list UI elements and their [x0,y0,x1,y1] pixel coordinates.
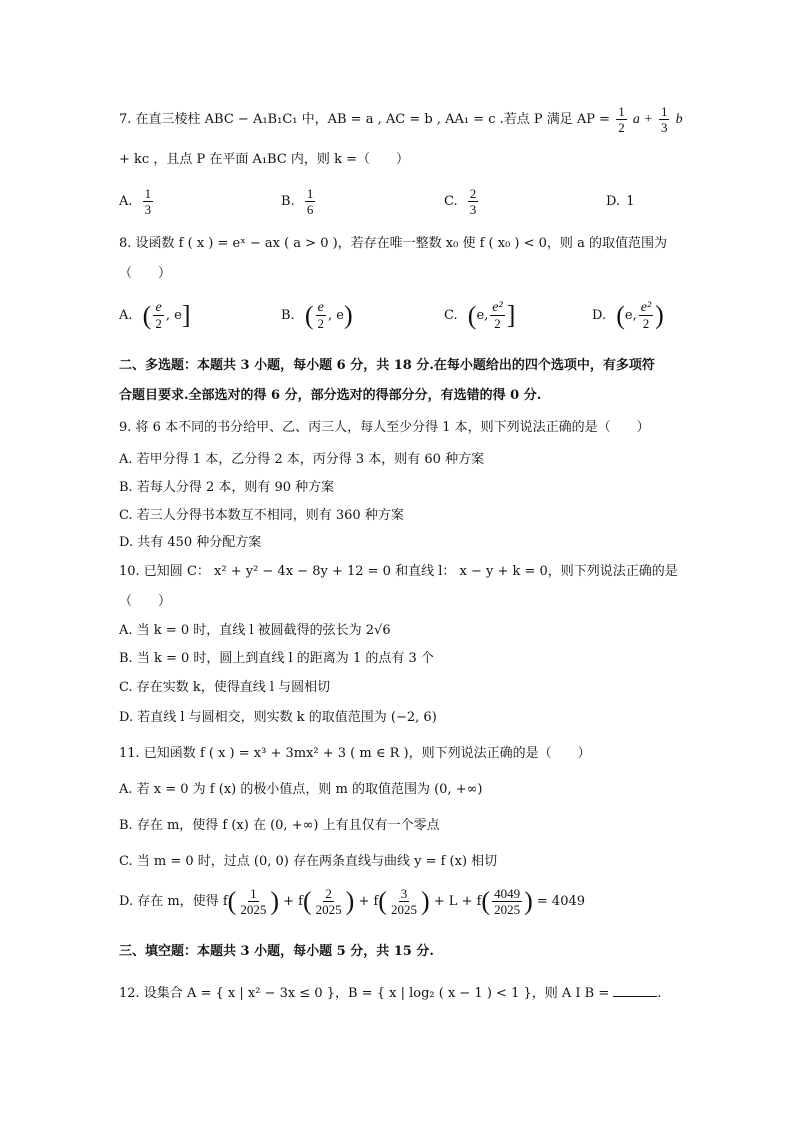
section2-note: 合题目要求.全部选对的得 6 分，部分选对的得部分分，有选错的得 0 分. [119,388,542,403]
q7-stem: 7. 在直三棱柱 ABC − A₁B₁C₁ 中，AB = a , AC = b , AA₁ = c .若点 P 满足 AP = [119,112,611,127]
q8-option-d: D. (e, $\frac{\text{e²}}{2}$ ) [592,300,664,331]
q11-option-c: C. 当 m = 0 时，过点 (0, 0) 存在两条直线与曲线 y = f (x) 相切 [119,854,498,869]
answer-blank [613,982,657,997]
q11-stem: 11. 已知函数 f ( x ) = x³ + 3mx² + 3 ( m ∈ R )，则下列说法正确的是（ ） [119,746,591,761]
q11-option-b: B. 存在 m，使得 f (x) 在 (0, +∞) 上有且仅有一个零点 [119,818,440,833]
q8-option-b: B. ( $\frac{e}{2}$ , e) [281,300,353,331]
q8-line1: 8. 设函数 f ( x ) = eˣ − ax ( a > 0 )，若存在唯一整数 x₀ 使 f ( x₀ ) < 0，则 a 的取值范围为 [119,236,667,251]
q9-option-d: D. 共有 450 种分配方案 [119,535,262,550]
q10-option-b: B. 当 k = 0 时，圆上到直线 l 的距离为 1 的点有 3 个 [119,651,434,666]
q8-option-a: A. ( $\frac{e}{2}$ , e] [119,300,191,331]
q10-option-d: D. 若直线 l 与圆相交，则实数 k 的取值范围为 (−2, 6) [119,710,437,725]
q9-option-c: C. 若三人分得书本数互不相同，则有 360 种方案 [119,508,404,523]
q7-line2: + kc ，且点 P 在平面 A₁BC 内，则 k =（ ） [119,152,409,167]
q7-fraction-half: $\frac{1}{2}$ [618,104,625,135]
section2-heading: 二、多选题：本题共 3 小题，每小题 6 分，共 18 分.在每小题给出的四个选项中，有多项符 [119,358,655,373]
q8-line2: （ ） [119,266,172,281]
section3-heading: 三、填空题：本题共 3 小题，每小题 5 分，共 15 分. [119,944,434,959]
q7-option-b: B. $\frac{1}{6}$ [281,186,314,217]
q11-option-d: D. 存在 m，使得 f( $\frac{1}{2025}$ ) + f( $\frac{2}{2025}$ ) + f( $\frac{3}{2025}$ ) + L + f( $\frac{4049}{2025}$ ) = 4049 [119,886,586,917]
q7-option-c: C. $\frac{2}{3}$ [444,186,477,217]
q11-option-a: A. 若 x = 0 为 f (x) 的极小值点，则 m 的取值范围为 (0, +∞) [119,782,483,797]
q9-stem: 9. 将 6 本不同的书分给甲、乙、丙三人，每人至少分得 1 本，则下列说法正确的是（ ） [119,420,650,435]
q8-option-c: C. (e, $\frac{\text{e²}}{2}$ ] [444,300,516,331]
q10-line1: 10. 已知圆 C： x² + y² − 4x − 8y + 12 = 0 和直线 l： x − y + k = 0，则下列说法正确的是 [119,564,678,579]
q9-option-b: B. 若每人分得 2 本，则有 90 种方案 [119,480,335,495]
q7-line1: 7. 在直三棱柱 ABC − A₁B₁C₁ 中，AB = a , AC = b , AA₁ = c .若点 P 满足 AP = $\frac{1}{2}$ a + $\frac{1}{3}$ b [119,104,683,135]
q7-fraction-third: $\frac{1}{3}$ [660,104,668,135]
q10-line2: （ ） [119,594,172,609]
q10-option-a: A. 当 k = 0 时，直线 l 被圆截得的弦长为 2√6 [119,623,391,638]
q12-stem: 12. 设集合 A = { x | x² − 3x ≤ 0 }，B = { x | log₂ ( x − 1 ) < 1 }，则 A I B = . [119,982,662,1004]
q9-option-a: A. 若甲分得 1 本，乙分得 2 本，丙分得 3 本，则有 60 种方案 [119,452,485,467]
q7-option-a: A. $\frac{1}{3}$ [119,186,152,217]
q10-option-c: C. 存在实数 k，使得直线 l 与圆相切 [119,680,331,695]
q7-option-d: D. 1 [606,194,635,209]
